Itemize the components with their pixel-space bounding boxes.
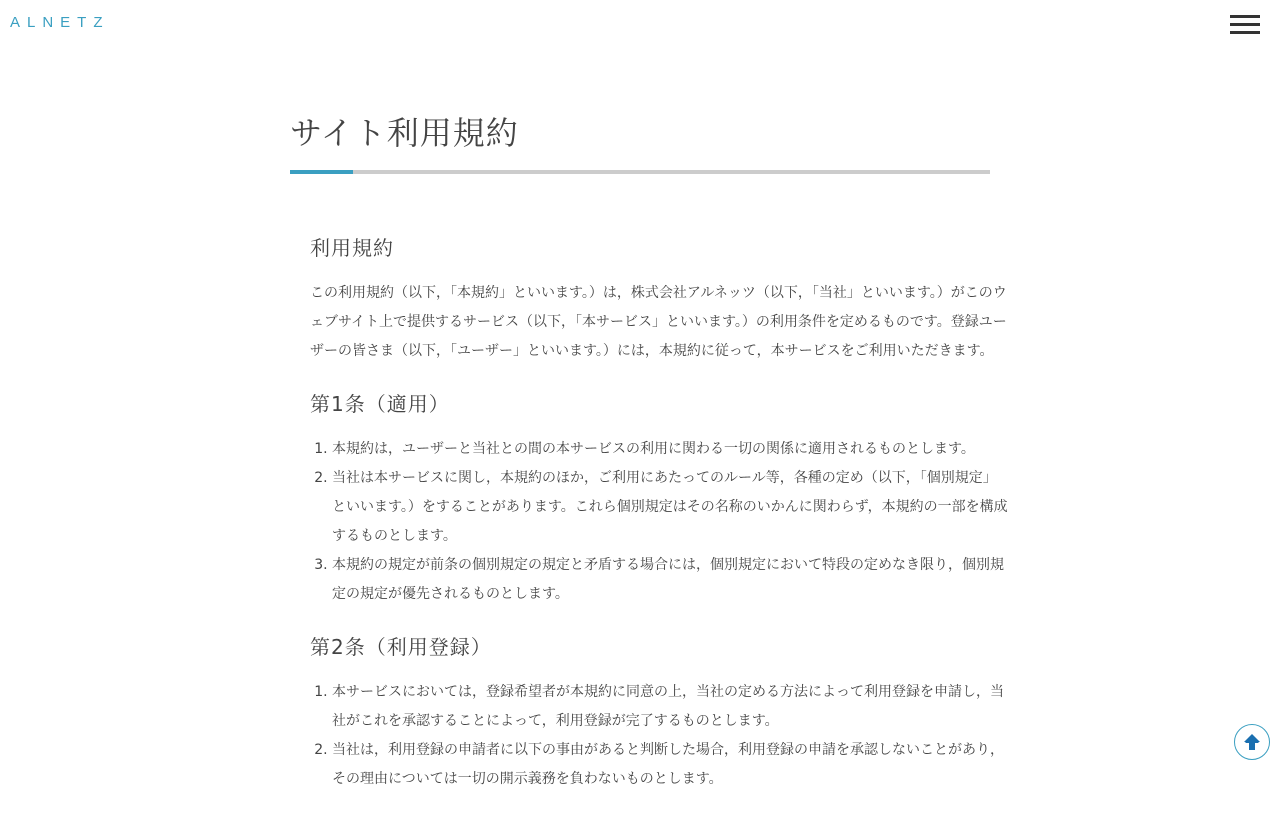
list-item: 2. 当社は本サービスに関し，本規約のほか，ご利用にあたってのルール等，各種の定め（以下，「個別規定」といいます。）をすることがあります。これら個別規定はその名称のいかんに関わらず，本規約の一部を構成するものとします。 bbox=[332, 464, 1010, 551]
menu-line bbox=[1230, 23, 1260, 26]
article-2-list bbox=[310, 678, 1010, 794]
list-item: 3. 本規約の規定が前条の個別規定の規定と矛盾する場合には，個別規定において特段の定めなき限り，個別規定の規定が優先されるものとします。 bbox=[332, 551, 1010, 609]
terms-heading: 利用規約 bbox=[310, 236, 394, 260]
list-item: 1. 本サービスにおいては，登録希望者が本規約に同意の上，当社の定める方法によって利用登録を申請し，当社がこれを承認することによって，利用登録が完了するものとします。 bbox=[332, 678, 1010, 736]
terms-intro: この利用規約（以下，「本規約」といいます。）は，株式会社アルネッツ（以下，「当社」といいます。）がこのウェブサイト上で提供するサービス（以下，「本サービス」といいます。）の利用条件を定めるものです。登録ユーザーの皆さま（以下，「ユーザー」といいます。）には，本規約に従って，本サービスをご利用いただきます。 bbox=[310, 285, 1007, 359]
arrow-up-icon bbox=[1240, 730, 1264, 754]
article-1-heading: 第1条（適用） bbox=[310, 392, 450, 416]
terms-body bbox=[290, 174, 1008, 794]
menu-line bbox=[1230, 15, 1260, 18]
menu-line bbox=[1230, 31, 1260, 34]
scroll-to-top-button[interactable] bbox=[1234, 724, 1270, 760]
title-underline bbox=[290, 170, 990, 174]
site-logo[interactable]: ALNETZ bbox=[10, 14, 110, 31]
article-1-list bbox=[310, 435, 1010, 609]
main-content bbox=[290, 100, 1008, 816]
title-underline-accent bbox=[290, 170, 353, 174]
article-2-heading: 第2条（利用登録） bbox=[310, 635, 492, 659]
page-title: サイト利用規約 bbox=[290, 114, 519, 152]
list-item: 2. 当社は，利用登録の申請者に以下の事由があると判断した場合，利用登録の申請を承認しないことがあり，その理由については一切の開示義務を負わないものとします。 bbox=[332, 736, 1010, 794]
list-item: 1. 本規約は，ユーザーと当社との間の本サービスの利用に関わる一切の関係に適用されるものとします。 bbox=[332, 435, 1010, 464]
hamburger-menu-button[interactable] bbox=[1228, 13, 1262, 37]
